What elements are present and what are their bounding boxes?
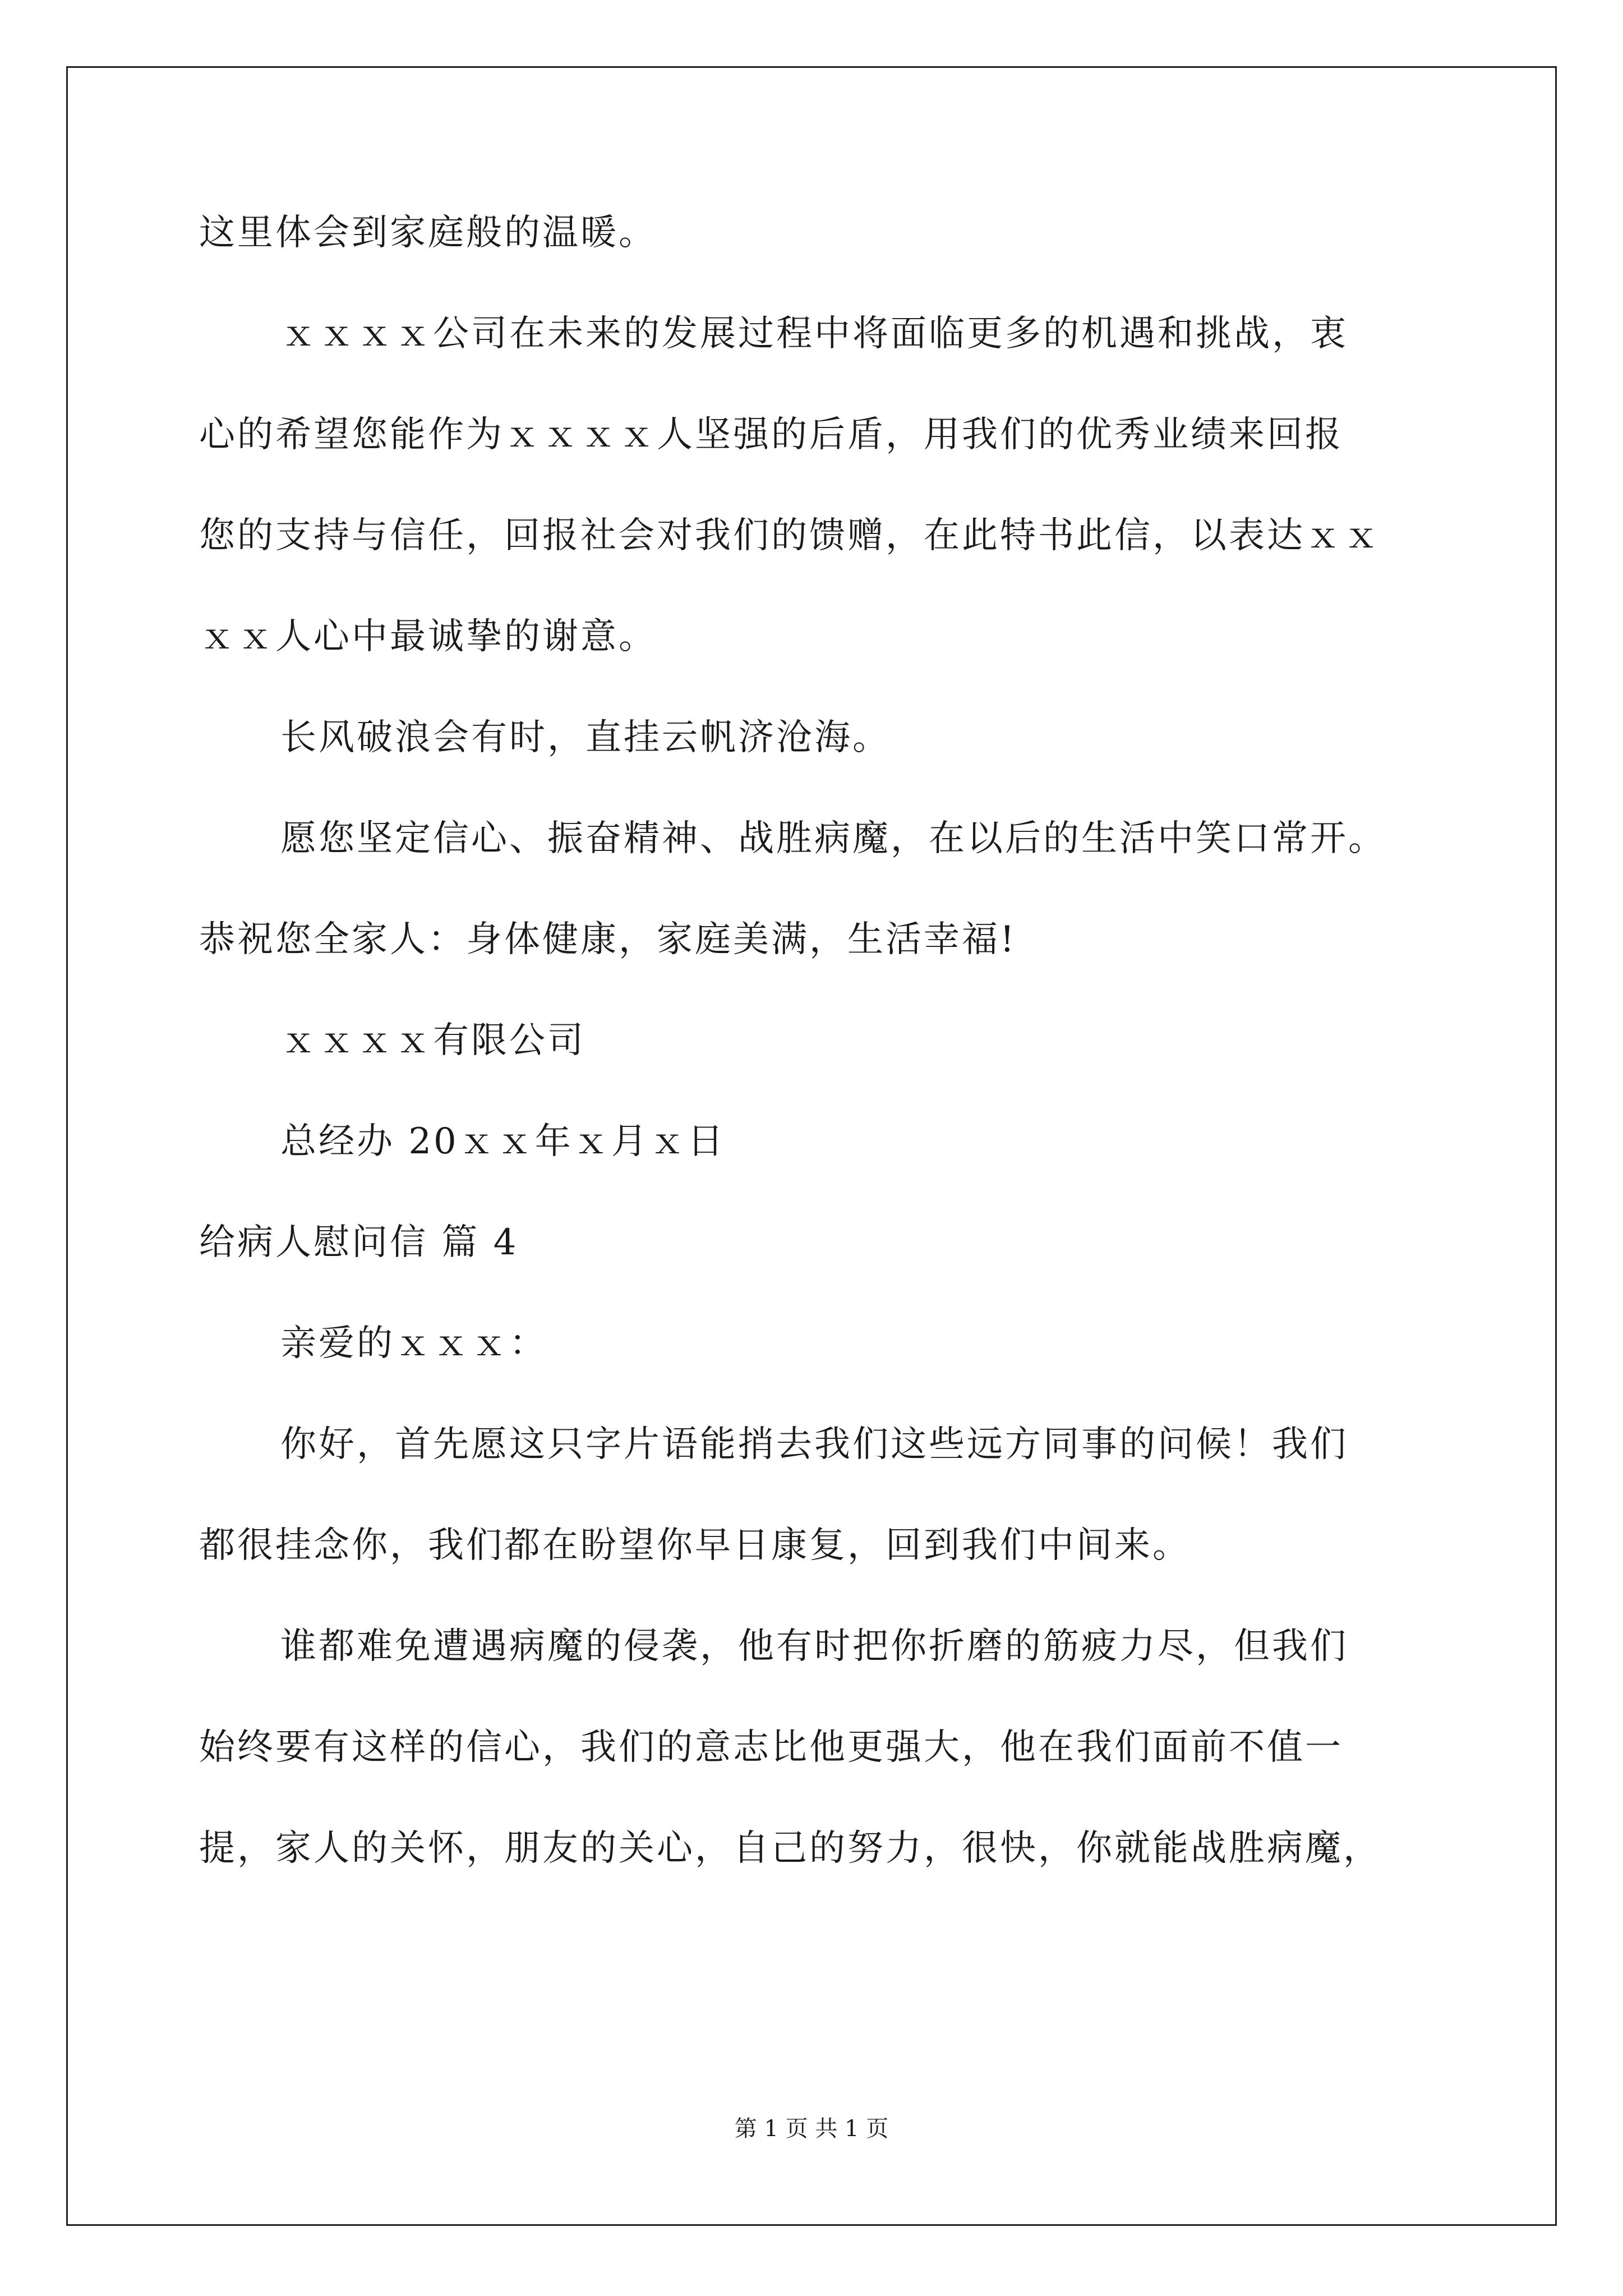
text-line: 长风破浪会有时，直挂云帆济沧海。 bbox=[280, 717, 891, 758]
text-line: 谁都难免遭遇病魔的侵袭，他有时把你折磨的筋疲力尽，但我们 bbox=[280, 1626, 1348, 1667]
text-line: 都很挂念你，我们都在盼望你早日康复，回到我们中间来。 bbox=[199, 1525, 1191, 1566]
text-line: 心的希望您能作为ｘｘｘｘ人坚强的后盾，用我们的优秀业绩来回报 bbox=[199, 414, 1343, 455]
text-line: 愿您坚定信心、振奋精神、战胜病魔，在以后的生活中笑口常开。 bbox=[280, 818, 1386, 859]
text-line: 恭祝您全家人：身体健康，家庭美满，生活幸福! bbox=[199, 919, 1017, 960]
text-line: ｘｘｘｘ公司在未来的发展过程中将面临更多的机遇和挑战，衷 bbox=[280, 313, 1348, 355]
section-heading: 给病人慰问信 篇 4 bbox=[199, 1222, 519, 1263]
text-line: ｘｘ人心中最诚挚的谢意。 bbox=[199, 616, 657, 657]
signature-date: 总经办 20ｘｘ年ｘ月ｘ日 bbox=[280, 1121, 726, 1162]
salutation: 亲爱的ｘｘｘ： bbox=[280, 1323, 547, 1364]
text-line: 你好，首先愿这只字片语能捎去我们这些远方同事的问候！我们 bbox=[280, 1424, 1348, 1465]
signature-company: ｘｘｘｘ有限公司 bbox=[280, 1020, 585, 1061]
page-number-footer: 第 1 页 共 1 页 bbox=[734, 2116, 889, 2142]
text-line: 始终要有这样的信心，我们的意志比他更强大，他在我们面前不值一 bbox=[199, 1727, 1343, 1768]
text-line: 这里体会到家庭般的温暖。 bbox=[199, 212, 657, 254]
text-line: 提，家人的关怀，朋友的关心，自己的努力，很快，你就能战胜病魔， bbox=[199, 1828, 1381, 1869]
text-line: 您的支持与信任，回报社会对我们的馈赠，在此特书此信，以表达ｘｘ bbox=[199, 515, 1381, 556]
